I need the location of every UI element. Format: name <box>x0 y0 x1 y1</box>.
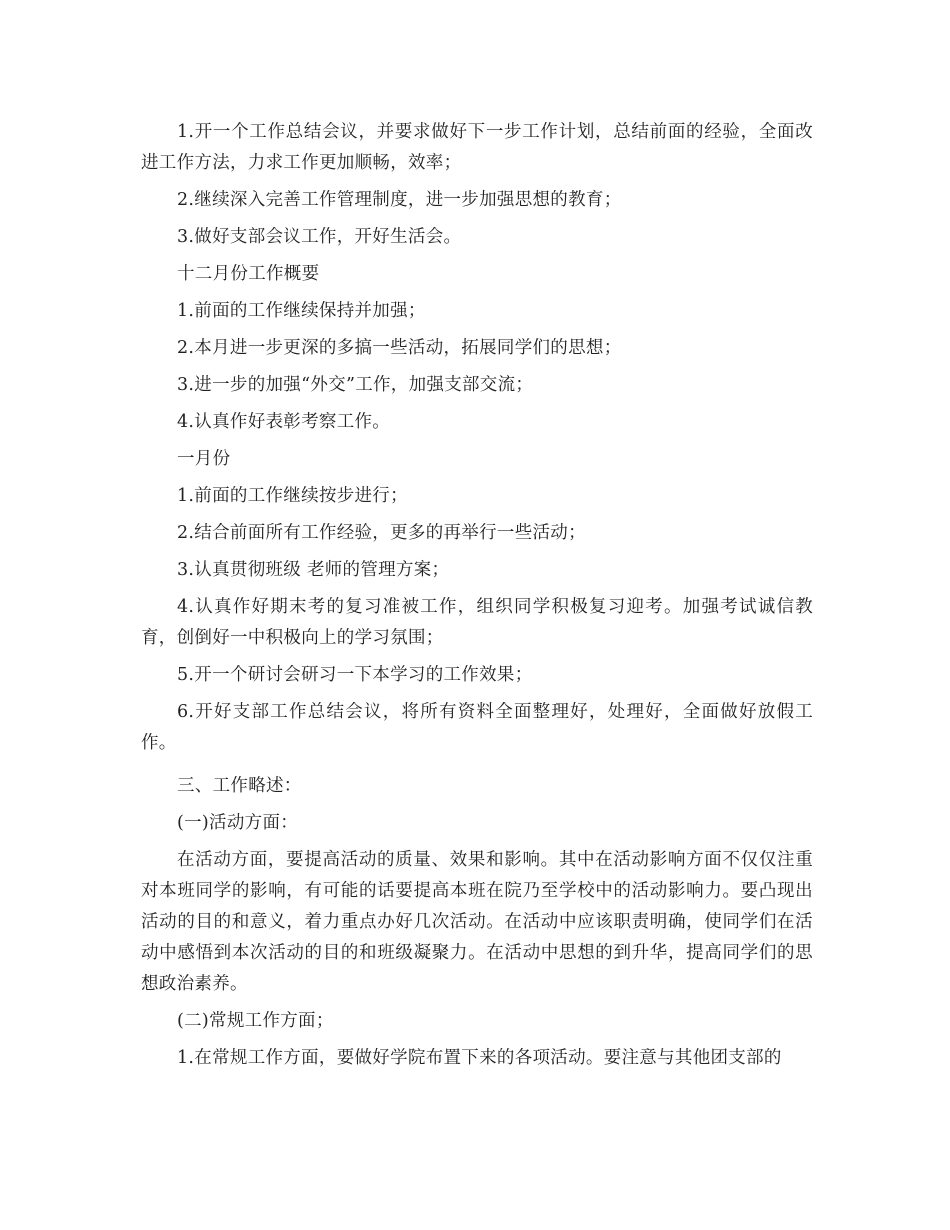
paragraph-december-3: 3.进一步的加强“外交”工作，加强支部交流； <box>177 375 534 395</box>
document-body <box>141 117 813 1080</box>
section-heading-work-overview: 三、工作略述： <box>177 776 302 796</box>
paragraph-plan-2: 2.继续深入完善工作管理制度，进一步加强思想的教育； <box>177 190 622 210</box>
paragraph-activities-body: 在活动方面，要提高活动的质量、效果和影响。其中在活动影响方面不仅仅注重对本班同学的影响，有可能的话要提高本班在院乃至学校中的活动影响力。要凸现出活动的目的和意义，着力重点办好几次活动。在活动中应该职责明确，使同学们在活动中感悟到本次活动的目的和班级凝聚力。在活动中思想的到升华，提高同学们的思想政治素养。 <box>141 850 813 994</box>
paragraph-december-2: 2.本月进一步更深的多搞一些活动，拓展同学们的思想； <box>177 338 622 358</box>
paragraph-january-2: 2.结合前面所有工作经验，更多的再举行一些活动； <box>177 523 586 543</box>
paragraph-routine-1: 1.在常规工作方面，要做好学院布置下来的各项活动。要注意与其他团支部的 <box>177 1048 782 1068</box>
paragraph-january-3: 3.认真贯彻班级 老师的管理方案； <box>177 560 450 580</box>
paragraph-december-4: 4.认真作好表彰考察工作。 <box>177 412 391 432</box>
section-heading-january: 一月份 <box>177 449 231 469</box>
paragraph-plan-1: 1.开一个工作总结会议，并要求做好下一步工作计划，总结前面的经验，全面改进工作方法，力求工作更加顺畅，效率； <box>141 122 813 173</box>
subheading-routine-work: (二)常规工作方面； <box>177 1011 334 1031</box>
paragraph-december-1: 1.前面的工作继续保持并加强； <box>177 301 426 321</box>
paragraph-plan-3: 3.做好支部会议工作，开好生活会。 <box>177 227 462 247</box>
paragraph-january-5: 5.开一个研讨会研习一下本学习的工作效果； <box>177 665 533 685</box>
paragraph-january-4: 4.认真作好期末考的复习准被工作，组织同学积极复习迎考。加强考试诚信教育，创倒好一中积极向上的学习氛围； <box>141 597 813 648</box>
section-heading-december: 十二月份工作概要 <box>177 264 320 284</box>
paragraph-january-6: 6.开好支部工作总结会议，将所有资料全面整理好，处理好，全面做好放假工作。 <box>141 702 813 753</box>
subheading-activities: (一)活动方面： <box>177 813 299 833</box>
paragraph-january-1: 1.前面的工作继续按步进行； <box>177 486 408 506</box>
